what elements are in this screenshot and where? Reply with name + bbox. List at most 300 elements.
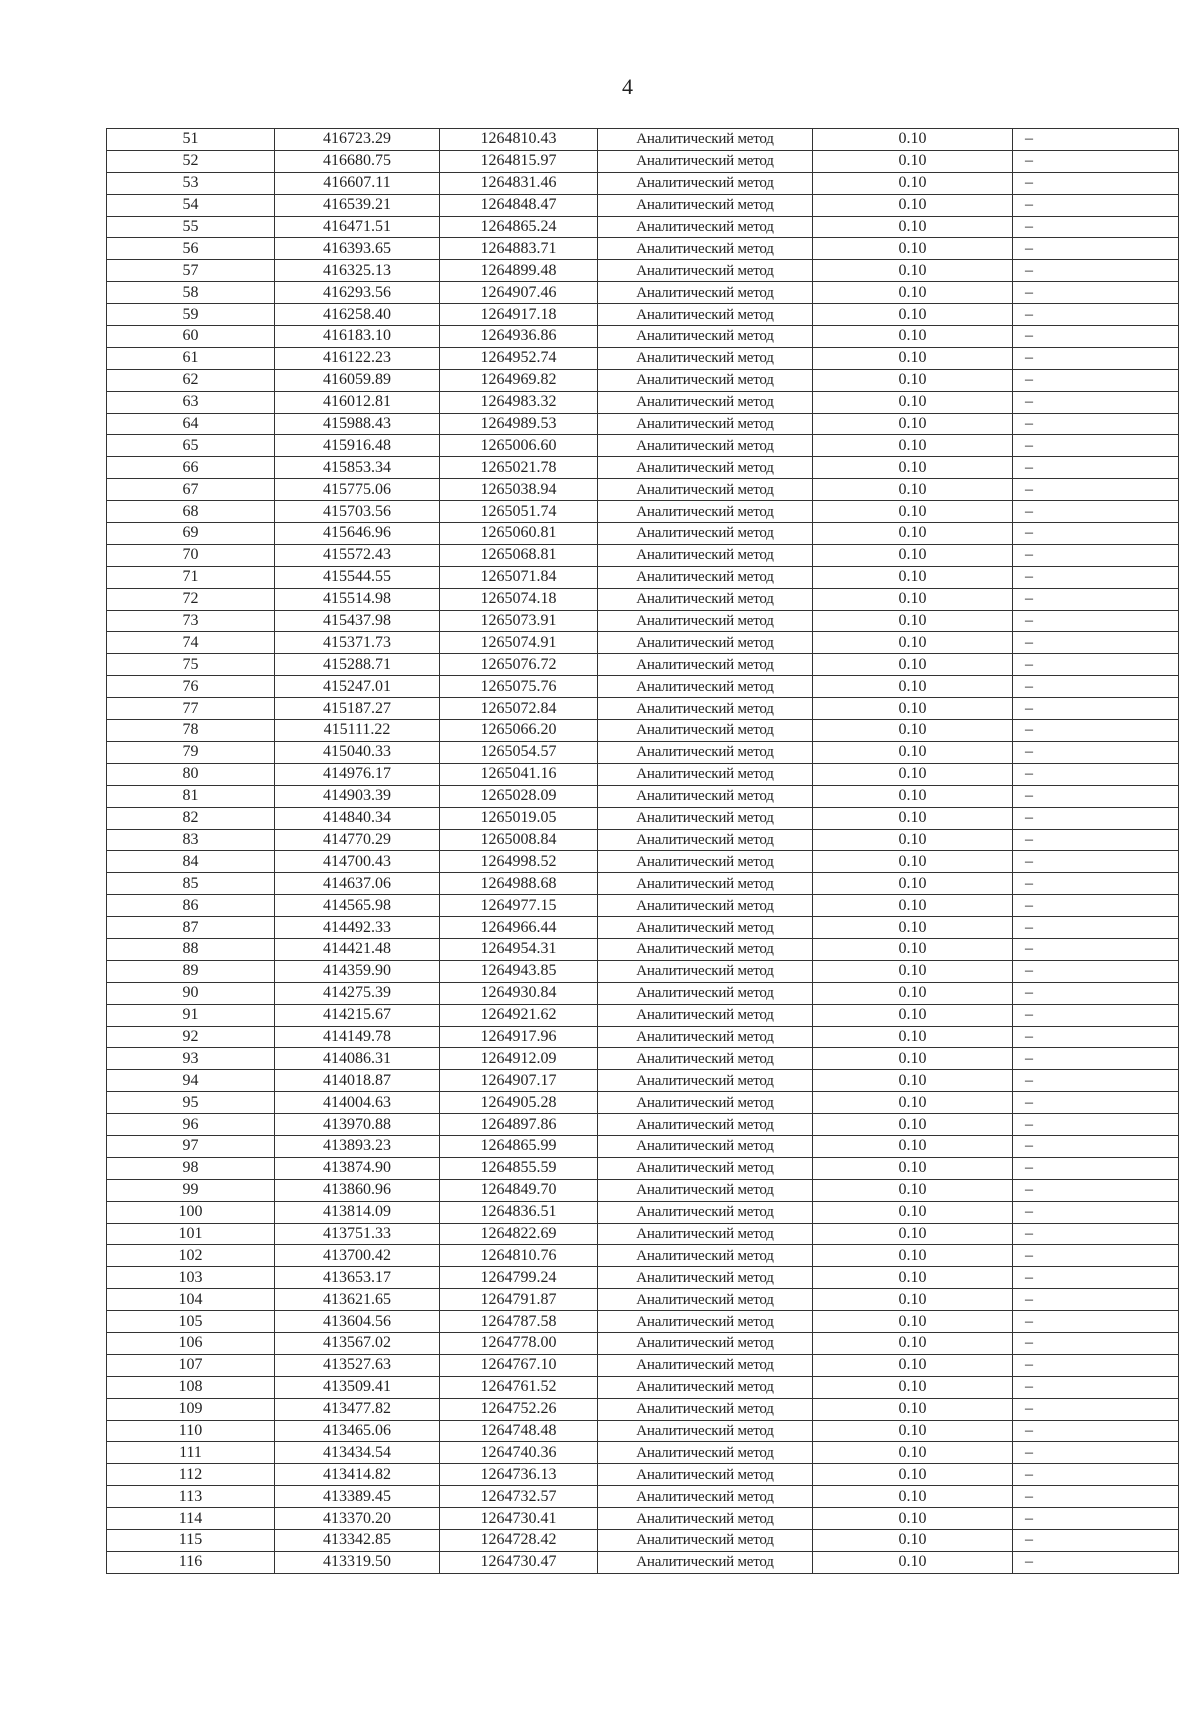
x-coordinate-cell: 415853.34: [275, 457, 440, 479]
accuracy-cell: 0.10: [813, 347, 1013, 369]
x-coordinate-cell: 414086.31: [275, 1048, 440, 1070]
y-coordinate-cell: 1265074.18: [440, 588, 598, 610]
table-row: [107, 698, 1179, 720]
y-coordinate-cell: 1264943.85: [440, 960, 598, 982]
point-number-cell: 58: [107, 282, 275, 304]
table-row: [107, 391, 1179, 413]
accuracy-cell: 0.10: [813, 260, 1013, 282]
method-cell: Аналитический метод: [598, 938, 813, 960]
method-cell: Аналитический метод: [598, 588, 813, 610]
method-cell: Аналитический метод: [598, 216, 813, 238]
x-coordinate-cell: 414275.39: [275, 982, 440, 1004]
method-cell: Аналитический метод: [598, 369, 813, 391]
description-cell: –: [1013, 1376, 1179, 1398]
description-cell: –: [1013, 129, 1179, 151]
accuracy-cell: 0.10: [813, 1092, 1013, 1114]
description-cell: –: [1013, 698, 1179, 720]
accuracy-cell: 0.10: [813, 851, 1013, 873]
description-cell: –: [1013, 1530, 1179, 1552]
x-coordinate-cell: 416059.89: [275, 369, 440, 391]
table-row: [107, 1135, 1179, 1157]
method-cell: Аналитический метод: [598, 829, 813, 851]
description-cell: –: [1013, 851, 1179, 873]
y-coordinate-cell: 1265028.09: [440, 785, 598, 807]
y-coordinate-cell: 1264912.09: [440, 1048, 598, 1070]
accuracy-cell: 0.10: [813, 960, 1013, 982]
table-row: [107, 238, 1179, 260]
description-cell: –: [1013, 895, 1179, 917]
y-coordinate-cell: 1265076.72: [440, 654, 598, 676]
table-row: [107, 501, 1179, 523]
method-cell: Аналитический метод: [598, 676, 813, 698]
y-coordinate-cell: 1264822.69: [440, 1223, 598, 1245]
method-cell: Аналитический метод: [598, 479, 813, 501]
y-coordinate-cell: 1264855.59: [440, 1157, 598, 1179]
point-number-cell: 57: [107, 260, 275, 282]
method-cell: Аналитический метод: [598, 1070, 813, 1092]
description-cell: –: [1013, 654, 1179, 676]
method-cell: Аналитический метод: [598, 807, 813, 829]
accuracy-cell: 0.10: [813, 172, 1013, 194]
x-coordinate-cell: 416723.29: [275, 129, 440, 151]
description-cell: –: [1013, 1048, 1179, 1070]
x-coordinate-cell: 413751.33: [275, 1223, 440, 1245]
accuracy-cell: 0.10: [813, 588, 1013, 610]
description-cell: –: [1013, 238, 1179, 260]
method-cell: Аналитический метод: [598, 1551, 813, 1573]
point-number-cell: 96: [107, 1114, 275, 1136]
method-cell: Аналитический метод: [598, 1354, 813, 1376]
description-cell: –: [1013, 917, 1179, 939]
y-coordinate-cell: 1264969.82: [440, 369, 598, 391]
table-row: [107, 873, 1179, 895]
x-coordinate-cell: 414565.98: [275, 895, 440, 917]
y-coordinate-cell: 1264865.99: [440, 1135, 598, 1157]
point-number-cell: 52: [107, 150, 275, 172]
y-coordinate-cell: 1265038.94: [440, 479, 598, 501]
table-row: [107, 1354, 1179, 1376]
table-row: [107, 1048, 1179, 1070]
y-coordinate-cell: 1264865.24: [440, 216, 598, 238]
method-cell: Аналитический метод: [598, 347, 813, 369]
accuracy-cell: 0.10: [813, 938, 1013, 960]
method-cell: Аналитический метод: [598, 1048, 813, 1070]
y-coordinate-cell: 1264778.00: [440, 1332, 598, 1354]
method-cell: Аналитический метод: [598, 194, 813, 216]
method-cell: Аналитический метод: [598, 1376, 813, 1398]
description-cell: –: [1013, 1398, 1179, 1420]
x-coordinate-cell: 415703.56: [275, 501, 440, 523]
x-coordinate-cell: 413700.42: [275, 1245, 440, 1267]
method-cell: Аналитический метод: [598, 129, 813, 151]
y-coordinate-cell: 1264836.51: [440, 1201, 598, 1223]
x-coordinate-cell: 414359.90: [275, 960, 440, 982]
point-number-cell: 112: [107, 1464, 275, 1486]
table-row: [107, 1223, 1179, 1245]
accuracy-cell: 0.10: [813, 479, 1013, 501]
y-coordinate-cell: 1264899.48: [440, 260, 598, 282]
description-cell: –: [1013, 785, 1179, 807]
y-coordinate-cell: 1264728.42: [440, 1530, 598, 1552]
method-cell: Аналитический метод: [598, 1464, 813, 1486]
x-coordinate-cell: 415247.01: [275, 676, 440, 698]
description-cell: –: [1013, 282, 1179, 304]
point-number-cell: 76: [107, 676, 275, 698]
description-cell: –: [1013, 763, 1179, 785]
y-coordinate-cell: 1264989.53: [440, 413, 598, 435]
y-coordinate-cell: 1265006.60: [440, 435, 598, 457]
table-row: [107, 1004, 1179, 1026]
point-number-cell: 116: [107, 1551, 275, 1573]
accuracy-cell: 0.10: [813, 457, 1013, 479]
x-coordinate-cell: 414976.17: [275, 763, 440, 785]
description-cell: –: [1013, 391, 1179, 413]
table-row: [107, 1267, 1179, 1289]
accuracy-cell: 0.10: [813, 807, 1013, 829]
point-number-cell: 81: [107, 785, 275, 807]
x-coordinate-cell: 413465.06: [275, 1420, 440, 1442]
y-coordinate-cell: 1265072.84: [440, 698, 598, 720]
point-number-cell: 88: [107, 938, 275, 960]
accuracy-cell: 0.10: [813, 1420, 1013, 1442]
y-coordinate-cell: 1264988.68: [440, 873, 598, 895]
accuracy-cell: 0.10: [813, 741, 1013, 763]
method-cell: Аналитический метод: [598, 873, 813, 895]
y-coordinate-cell: 1264831.46: [440, 172, 598, 194]
method-cell: Аналитический метод: [598, 741, 813, 763]
y-coordinate-cell: 1264752.26: [440, 1398, 598, 1420]
x-coordinate-cell: 415544.55: [275, 566, 440, 588]
accuracy-cell: 0.10: [813, 282, 1013, 304]
method-cell: Аналитический метод: [598, 566, 813, 588]
y-coordinate-cell: 1264954.31: [440, 938, 598, 960]
x-coordinate-cell: 414903.39: [275, 785, 440, 807]
method-cell: Аналитический метод: [598, 304, 813, 326]
description-cell: –: [1013, 369, 1179, 391]
accuracy-cell: 0.10: [813, 1332, 1013, 1354]
point-number-cell: 111: [107, 1442, 275, 1464]
method-cell: Аналитический метод: [598, 1530, 813, 1552]
table-row: [107, 1289, 1179, 1311]
point-number-cell: 78: [107, 720, 275, 742]
point-number-cell: 107: [107, 1354, 275, 1376]
y-coordinate-cell: 1264740.36: [440, 1442, 598, 1464]
method-cell: Аналитический метод: [598, 632, 813, 654]
table-row: [107, 829, 1179, 851]
method-cell: Аналитический метод: [598, 960, 813, 982]
accuracy-cell: 0.10: [813, 1201, 1013, 1223]
point-number-cell: 80: [107, 763, 275, 785]
method-cell: Аналитический метод: [598, 238, 813, 260]
description-cell: –: [1013, 741, 1179, 763]
method-cell: Аналитический метод: [598, 851, 813, 873]
x-coordinate-cell: 413814.09: [275, 1201, 440, 1223]
y-coordinate-cell: 1264897.86: [440, 1114, 598, 1136]
method-cell: Аналитический метод: [598, 1135, 813, 1157]
method-cell: Аналитический метод: [598, 1267, 813, 1289]
description-cell: –: [1013, 566, 1179, 588]
table-row: [107, 326, 1179, 348]
x-coordinate-cell: 415572.43: [275, 544, 440, 566]
point-number-cell: 55: [107, 216, 275, 238]
point-number-cell: 98: [107, 1157, 275, 1179]
point-number-cell: 64: [107, 413, 275, 435]
table-row: [107, 1398, 1179, 1420]
description-cell: –: [1013, 829, 1179, 851]
x-coordinate-cell: 416539.21: [275, 194, 440, 216]
description-cell: –: [1013, 610, 1179, 632]
point-number-cell: 68: [107, 501, 275, 523]
accuracy-cell: 0.10: [813, 1135, 1013, 1157]
accuracy-cell: 0.10: [813, 391, 1013, 413]
point-number-cell: 85: [107, 873, 275, 895]
y-coordinate-cell: 1264799.24: [440, 1267, 598, 1289]
method-cell: Аналитический метод: [598, 150, 813, 172]
description-cell: –: [1013, 260, 1179, 282]
accuracy-cell: 0.10: [813, 720, 1013, 742]
description-cell: –: [1013, 982, 1179, 1004]
accuracy-cell: 0.10: [813, 610, 1013, 632]
accuracy-cell: 0.10: [813, 304, 1013, 326]
description-cell: –: [1013, 1070, 1179, 1092]
description-cell: –: [1013, 479, 1179, 501]
point-number-cell: 101: [107, 1223, 275, 1245]
table-row: [107, 1464, 1179, 1486]
description-cell: –: [1013, 1442, 1179, 1464]
description-cell: –: [1013, 632, 1179, 654]
accuracy-cell: 0.10: [813, 763, 1013, 785]
table-row: [107, 982, 1179, 1004]
method-cell: Аналитический метод: [598, 282, 813, 304]
point-number-cell: 59: [107, 304, 275, 326]
y-coordinate-cell: 1264998.52: [440, 851, 598, 873]
point-number-cell: 66: [107, 457, 275, 479]
method-cell: Аналитический метод: [598, 895, 813, 917]
point-number-cell: 83: [107, 829, 275, 851]
table-row: [107, 1026, 1179, 1048]
point-number-cell: 103: [107, 1267, 275, 1289]
accuracy-cell: 0.10: [813, 238, 1013, 260]
point-number-cell: 51: [107, 129, 275, 151]
point-number-cell: 82: [107, 807, 275, 829]
x-coordinate-cell: 414018.87: [275, 1070, 440, 1092]
y-coordinate-cell: 1264907.46: [440, 282, 598, 304]
description-cell: –: [1013, 457, 1179, 479]
y-coordinate-cell: 1264730.41: [440, 1508, 598, 1530]
x-coordinate-cell: 414840.34: [275, 807, 440, 829]
x-coordinate-cell: 416293.56: [275, 282, 440, 304]
method-cell: Аналитический метод: [598, 1223, 813, 1245]
accuracy-cell: 0.10: [813, 413, 1013, 435]
description-cell: –: [1013, 1135, 1179, 1157]
method-cell: Аналитический метод: [598, 720, 813, 742]
x-coordinate-cell: 413604.56: [275, 1311, 440, 1333]
table-row: [107, 1442, 1179, 1464]
point-number-cell: 105: [107, 1311, 275, 1333]
method-cell: Аналитический метод: [598, 326, 813, 348]
table-row: [107, 194, 1179, 216]
method-cell: Аналитический метод: [598, 1398, 813, 1420]
method-cell: Аналитический метод: [598, 1026, 813, 1048]
description-cell: –: [1013, 413, 1179, 435]
x-coordinate-cell: 415371.73: [275, 632, 440, 654]
table-row: [107, 1311, 1179, 1333]
table-row: [107, 610, 1179, 632]
y-coordinate-cell: 1264810.43: [440, 129, 598, 151]
point-number-cell: 102: [107, 1245, 275, 1267]
method-cell: Аналитический метод: [598, 523, 813, 545]
x-coordinate-cell: 416258.40: [275, 304, 440, 326]
table-row: [107, 676, 1179, 698]
accuracy-cell: 0.10: [813, 1289, 1013, 1311]
x-coordinate-cell: 414637.06: [275, 873, 440, 895]
accuracy-cell: 0.10: [813, 544, 1013, 566]
accuracy-cell: 0.10: [813, 698, 1013, 720]
accuracy-cell: 0.10: [813, 829, 1013, 851]
method-cell: Аналитический метод: [598, 982, 813, 1004]
x-coordinate-cell: 414700.43: [275, 851, 440, 873]
method-cell: Аналитический метод: [598, 544, 813, 566]
page-number: 4: [622, 74, 633, 99]
y-coordinate-cell: 1265071.84: [440, 566, 598, 588]
y-coordinate-cell: 1264883.71: [440, 238, 598, 260]
y-coordinate-cell: 1265068.81: [440, 544, 598, 566]
point-number-cell: 62: [107, 369, 275, 391]
y-coordinate-cell: 1264917.96: [440, 1026, 598, 1048]
description-cell: –: [1013, 172, 1179, 194]
y-coordinate-cell: 1265075.76: [440, 676, 598, 698]
table-row: [107, 807, 1179, 829]
accuracy-cell: 0.10: [813, 1530, 1013, 1552]
description-cell: –: [1013, 326, 1179, 348]
accuracy-cell: 0.10: [813, 194, 1013, 216]
method-cell: Аналитический метод: [598, 1442, 813, 1464]
table-row: [107, 1245, 1179, 1267]
description-cell: –: [1013, 720, 1179, 742]
accuracy-cell: 0.10: [813, 1464, 1013, 1486]
x-coordinate-cell: 414004.63: [275, 1092, 440, 1114]
table-row: [107, 216, 1179, 238]
accuracy-cell: 0.10: [813, 1311, 1013, 1333]
accuracy-cell: 0.10: [813, 1376, 1013, 1398]
description-cell: –: [1013, 1486, 1179, 1508]
point-number-cell: 71: [107, 566, 275, 588]
x-coordinate-cell: 415437.98: [275, 610, 440, 632]
x-coordinate-cell: 413893.23: [275, 1135, 440, 1157]
description-cell: –: [1013, 1026, 1179, 1048]
point-number-cell: 75: [107, 654, 275, 676]
point-number-cell: 70: [107, 544, 275, 566]
table-row: [107, 566, 1179, 588]
table-row: [107, 369, 1179, 391]
y-coordinate-cell: 1265060.81: [440, 523, 598, 545]
y-coordinate-cell: 1264936.86: [440, 326, 598, 348]
y-coordinate-cell: 1264849.70: [440, 1179, 598, 1201]
y-coordinate-cell: 1265051.74: [440, 501, 598, 523]
point-number-cell: 61: [107, 347, 275, 369]
table-row: [107, 150, 1179, 172]
y-coordinate-cell: 1265066.20: [440, 720, 598, 742]
table-row: [107, 1157, 1179, 1179]
description-cell: –: [1013, 1464, 1179, 1486]
accuracy-cell: 0.10: [813, 895, 1013, 917]
method-cell: Аналитический метод: [598, 435, 813, 457]
point-number-cell: 60: [107, 326, 275, 348]
method-cell: Аналитический метод: [598, 391, 813, 413]
x-coordinate-cell: 416607.11: [275, 172, 440, 194]
accuracy-cell: 0.10: [813, 917, 1013, 939]
point-number-cell: 77: [107, 698, 275, 720]
description-cell: –: [1013, 588, 1179, 610]
description-cell: –: [1013, 347, 1179, 369]
x-coordinate-cell: 416122.23: [275, 347, 440, 369]
accuracy-cell: 0.10: [813, 1179, 1013, 1201]
point-number-cell: 94: [107, 1070, 275, 1092]
method-cell: Аналитический метод: [598, 1004, 813, 1026]
x-coordinate-cell: 413527.63: [275, 1354, 440, 1376]
description-cell: –: [1013, 1245, 1179, 1267]
y-coordinate-cell: 1264952.74: [440, 347, 598, 369]
accuracy-cell: 0.10: [813, 1026, 1013, 1048]
point-number-cell: 74: [107, 632, 275, 654]
description-cell: –: [1013, 1004, 1179, 1026]
table-row: [107, 457, 1179, 479]
y-coordinate-cell: 1265054.57: [440, 741, 598, 763]
method-cell: Аналитический метод: [598, 610, 813, 632]
point-number-cell: 91: [107, 1004, 275, 1026]
description-cell: –: [1013, 1420, 1179, 1442]
table-row: [107, 1332, 1179, 1354]
method-cell: Аналитический метод: [598, 1486, 813, 1508]
description-cell: –: [1013, 1179, 1179, 1201]
point-number-cell: 108: [107, 1376, 275, 1398]
table-row: [107, 1070, 1179, 1092]
point-number-cell: 95: [107, 1092, 275, 1114]
table-row: [107, 938, 1179, 960]
x-coordinate-cell: 413621.65: [275, 1289, 440, 1311]
table-row: [107, 720, 1179, 742]
table-row: [107, 654, 1179, 676]
x-coordinate-cell: 413860.96: [275, 1179, 440, 1201]
x-coordinate-cell: 415916.48: [275, 435, 440, 457]
method-cell: Аналитический метод: [598, 1092, 813, 1114]
point-number-cell: 92: [107, 1026, 275, 1048]
coordinates-table-body: [107, 129, 1179, 1574]
accuracy-cell: 0.10: [813, 216, 1013, 238]
table-row: [107, 1201, 1179, 1223]
description-cell: –: [1013, 938, 1179, 960]
description-cell: –: [1013, 1114, 1179, 1136]
description-cell: –: [1013, 1092, 1179, 1114]
y-coordinate-cell: 1264791.87: [440, 1289, 598, 1311]
point-number-cell: 69: [107, 523, 275, 545]
table-row: [107, 523, 1179, 545]
point-number-cell: 84: [107, 851, 275, 873]
y-coordinate-cell: 1265073.91: [440, 610, 598, 632]
y-coordinate-cell: 1265041.16: [440, 763, 598, 785]
method-cell: Аналитический метод: [598, 917, 813, 939]
y-coordinate-cell: 1264983.32: [440, 391, 598, 413]
point-number-cell: 54: [107, 194, 275, 216]
accuracy-cell: 0.10: [813, 1223, 1013, 1245]
description-cell: –: [1013, 1201, 1179, 1223]
accuracy-cell: 0.10: [813, 654, 1013, 676]
table-row: [107, 895, 1179, 917]
x-coordinate-cell: 413970.88: [275, 1114, 440, 1136]
table-row: [107, 413, 1179, 435]
table-row: [107, 785, 1179, 807]
y-coordinate-cell: 1264736.13: [440, 1464, 598, 1486]
